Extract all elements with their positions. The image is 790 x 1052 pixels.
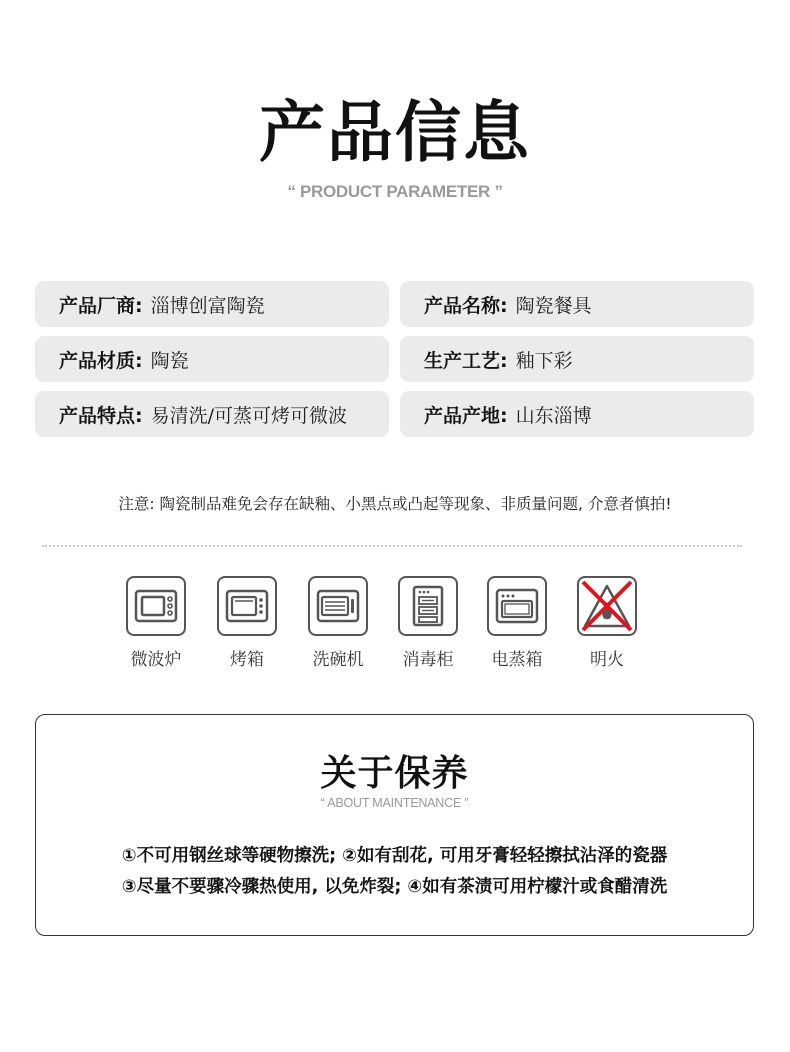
appliance-disinfection-cabinet [388, 576, 468, 670]
oven-icon [217, 576, 277, 636]
notice-text: 注意: 陶瓷制品难免会存在缺釉、小黑点或凸起等现象、非质量问题, 介意者慎拍! [118, 495, 672, 513]
appliance-label: 明火 [590, 650, 624, 670]
appliance-oven [207, 576, 287, 670]
param-value: 陶瓷餐具 [515, 294, 592, 317]
page-title: 产品信息 [259, 94, 531, 171]
page-subtitle: “ PRODUCT PARAMETER ” [287, 182, 503, 201]
maintenance-line: ①不可用钢丝球等硬物擦洗; ②如有刮花, 可用牙膏轻轻擦拭沾泽的瓷器 [121, 846, 668, 866]
param-process [400, 336, 754, 382]
appliance-label: 消毒柜 [402, 650, 454, 670]
param-label: 产品厂商: [59, 294, 143, 317]
steam-oven-icon [487, 576, 547, 636]
appliance-microwave [116, 576, 196, 670]
param-value: 淄博创富陶瓷 [150, 294, 265, 317]
no-open-flame-icon [577, 576, 637, 636]
dishwasher-icon [308, 576, 368, 636]
param-label: 产品产地: [424, 404, 508, 427]
maintenance-subtitle: “ ABOUT MAINTENANCE ” [320, 796, 469, 810]
param-label: 产品名称: [424, 294, 508, 317]
param-value: 山东淄博 [515, 404, 592, 427]
param-value: 釉下彩 [515, 349, 573, 372]
appliance-label: 微波炉 [130, 650, 182, 670]
dotted-divider [42, 545, 742, 547]
appliance-label: 洗碗机 [312, 650, 364, 670]
param-label: 产品材质: [59, 349, 143, 372]
param-manufacturer [35, 281, 389, 327]
maintenance-line: ③尽量不要骤冷骤热使用, 以免炸裂; ④如有茶渍可用柠檬汁或食醋清洗 [121, 877, 668, 897]
param-label: 产品特点: [59, 404, 143, 427]
param-value: 陶瓷 [150, 349, 189, 372]
appliance-label: 烤箱 [230, 650, 264, 670]
maintenance-box [35, 714, 754, 936]
param-value: 易清洗/可蒸可烤可微波 [150, 404, 348, 427]
appliance-label: 电蒸箱 [491, 650, 543, 670]
param-features [35, 391, 389, 437]
maintenance-title: 关于保养 [320, 753, 469, 794]
disinfection-cabinet-icon [398, 576, 458, 636]
param-label: 生产工艺: [424, 349, 508, 372]
microwave-icon [126, 576, 186, 636]
appliance-open-flame [567, 576, 647, 670]
param-material [35, 336, 389, 382]
param-origin [400, 391, 754, 437]
appliance-dishwasher [298, 576, 378, 670]
appliance-steam-oven [477, 576, 557, 670]
param-product-name [400, 281, 754, 327]
